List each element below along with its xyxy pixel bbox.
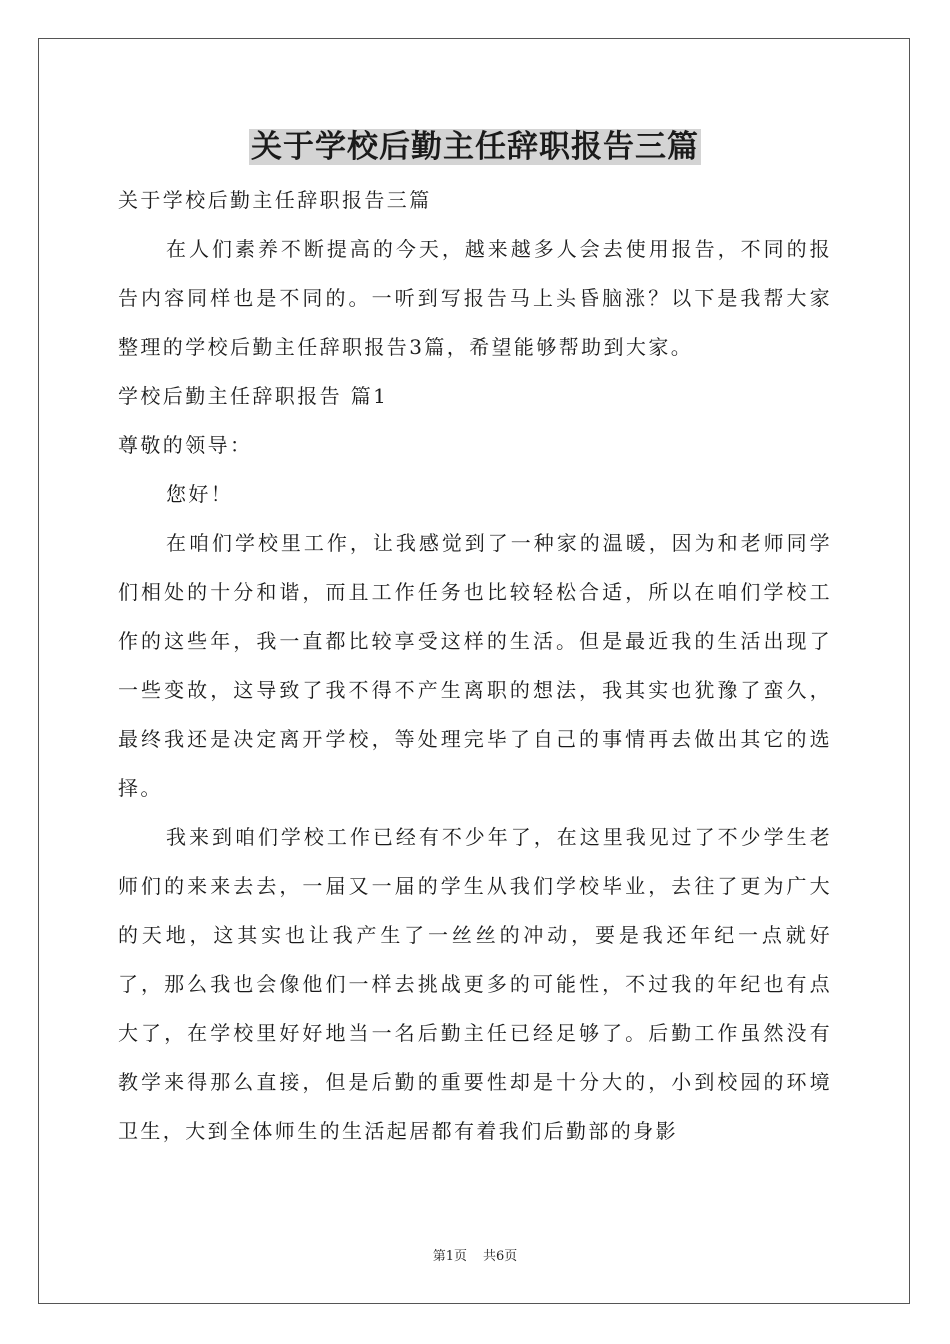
document-title-text: 关于学校后勤主任辞职报告三篇 <box>251 129 699 165</box>
document-body <box>118 176 832 1156</box>
greeting: 您好！ <box>166 482 234 506</box>
page-total: 共6页 <box>483 1249 518 1264</box>
salutation: 尊敬的领导： <box>118 433 253 457</box>
subtitle-line: 关于学校后勤主任辞职报告三篇 <box>118 188 432 212</box>
page-number: 第1页 <box>432 1249 467 1264</box>
body-paragraph: 我来到咱们学校工作已经有不少年了，在这里我见过了不少学生老师们的来来去去，一届又一届的学生从我们学校毕业，去往了更为广大的天地，这其实也让我产生了一丝丝的冲动，要是我还年纪一点就好了，那么我也会像他们一样去挑战更多的可能性，不过我的年纪也有点大了，在学校里好好地当一名后勤主任已经足够了。后勤工作虽然没有教学来得那么直接，但是后勤的重要性却是十分大的，小到校园的环境卫生，大到全体师生的生活起居都有着我们后勤部的身影 <box>118 825 832 1143</box>
document-title <box>0 124 950 170</box>
section-heading: 学校后勤主任辞职报告 篇1 <box>118 384 389 408</box>
page-footer <box>0 1248 950 1266</box>
body-paragraph: 在咱们学校里工作，让我感觉到了一种家的温暖，因为和老师同学们相处的十分和谐，而且工作任务也比较轻松合适，所以在咱们学校工作的这些年，我一直都比较享受这样的生活。但是最近我的生活出现了一些变故，这导致了我不得不产生离职的想法，我其实也犹豫了蛮久，最终我还是决定离开学校，等处理完毕了自己的事情再去做出其它的选择。 <box>118 531 832 800</box>
intro-paragraph: 在人们素养不断提高的今天，越来越多人会去使用报告，不同的报告内容同样也是不同的。一听到写报告马上头昏脑涨？以下是我帮大家整理的学校后勤主任辞职报告3篇，希望能够帮助到大家。 <box>118 237 832 359</box>
